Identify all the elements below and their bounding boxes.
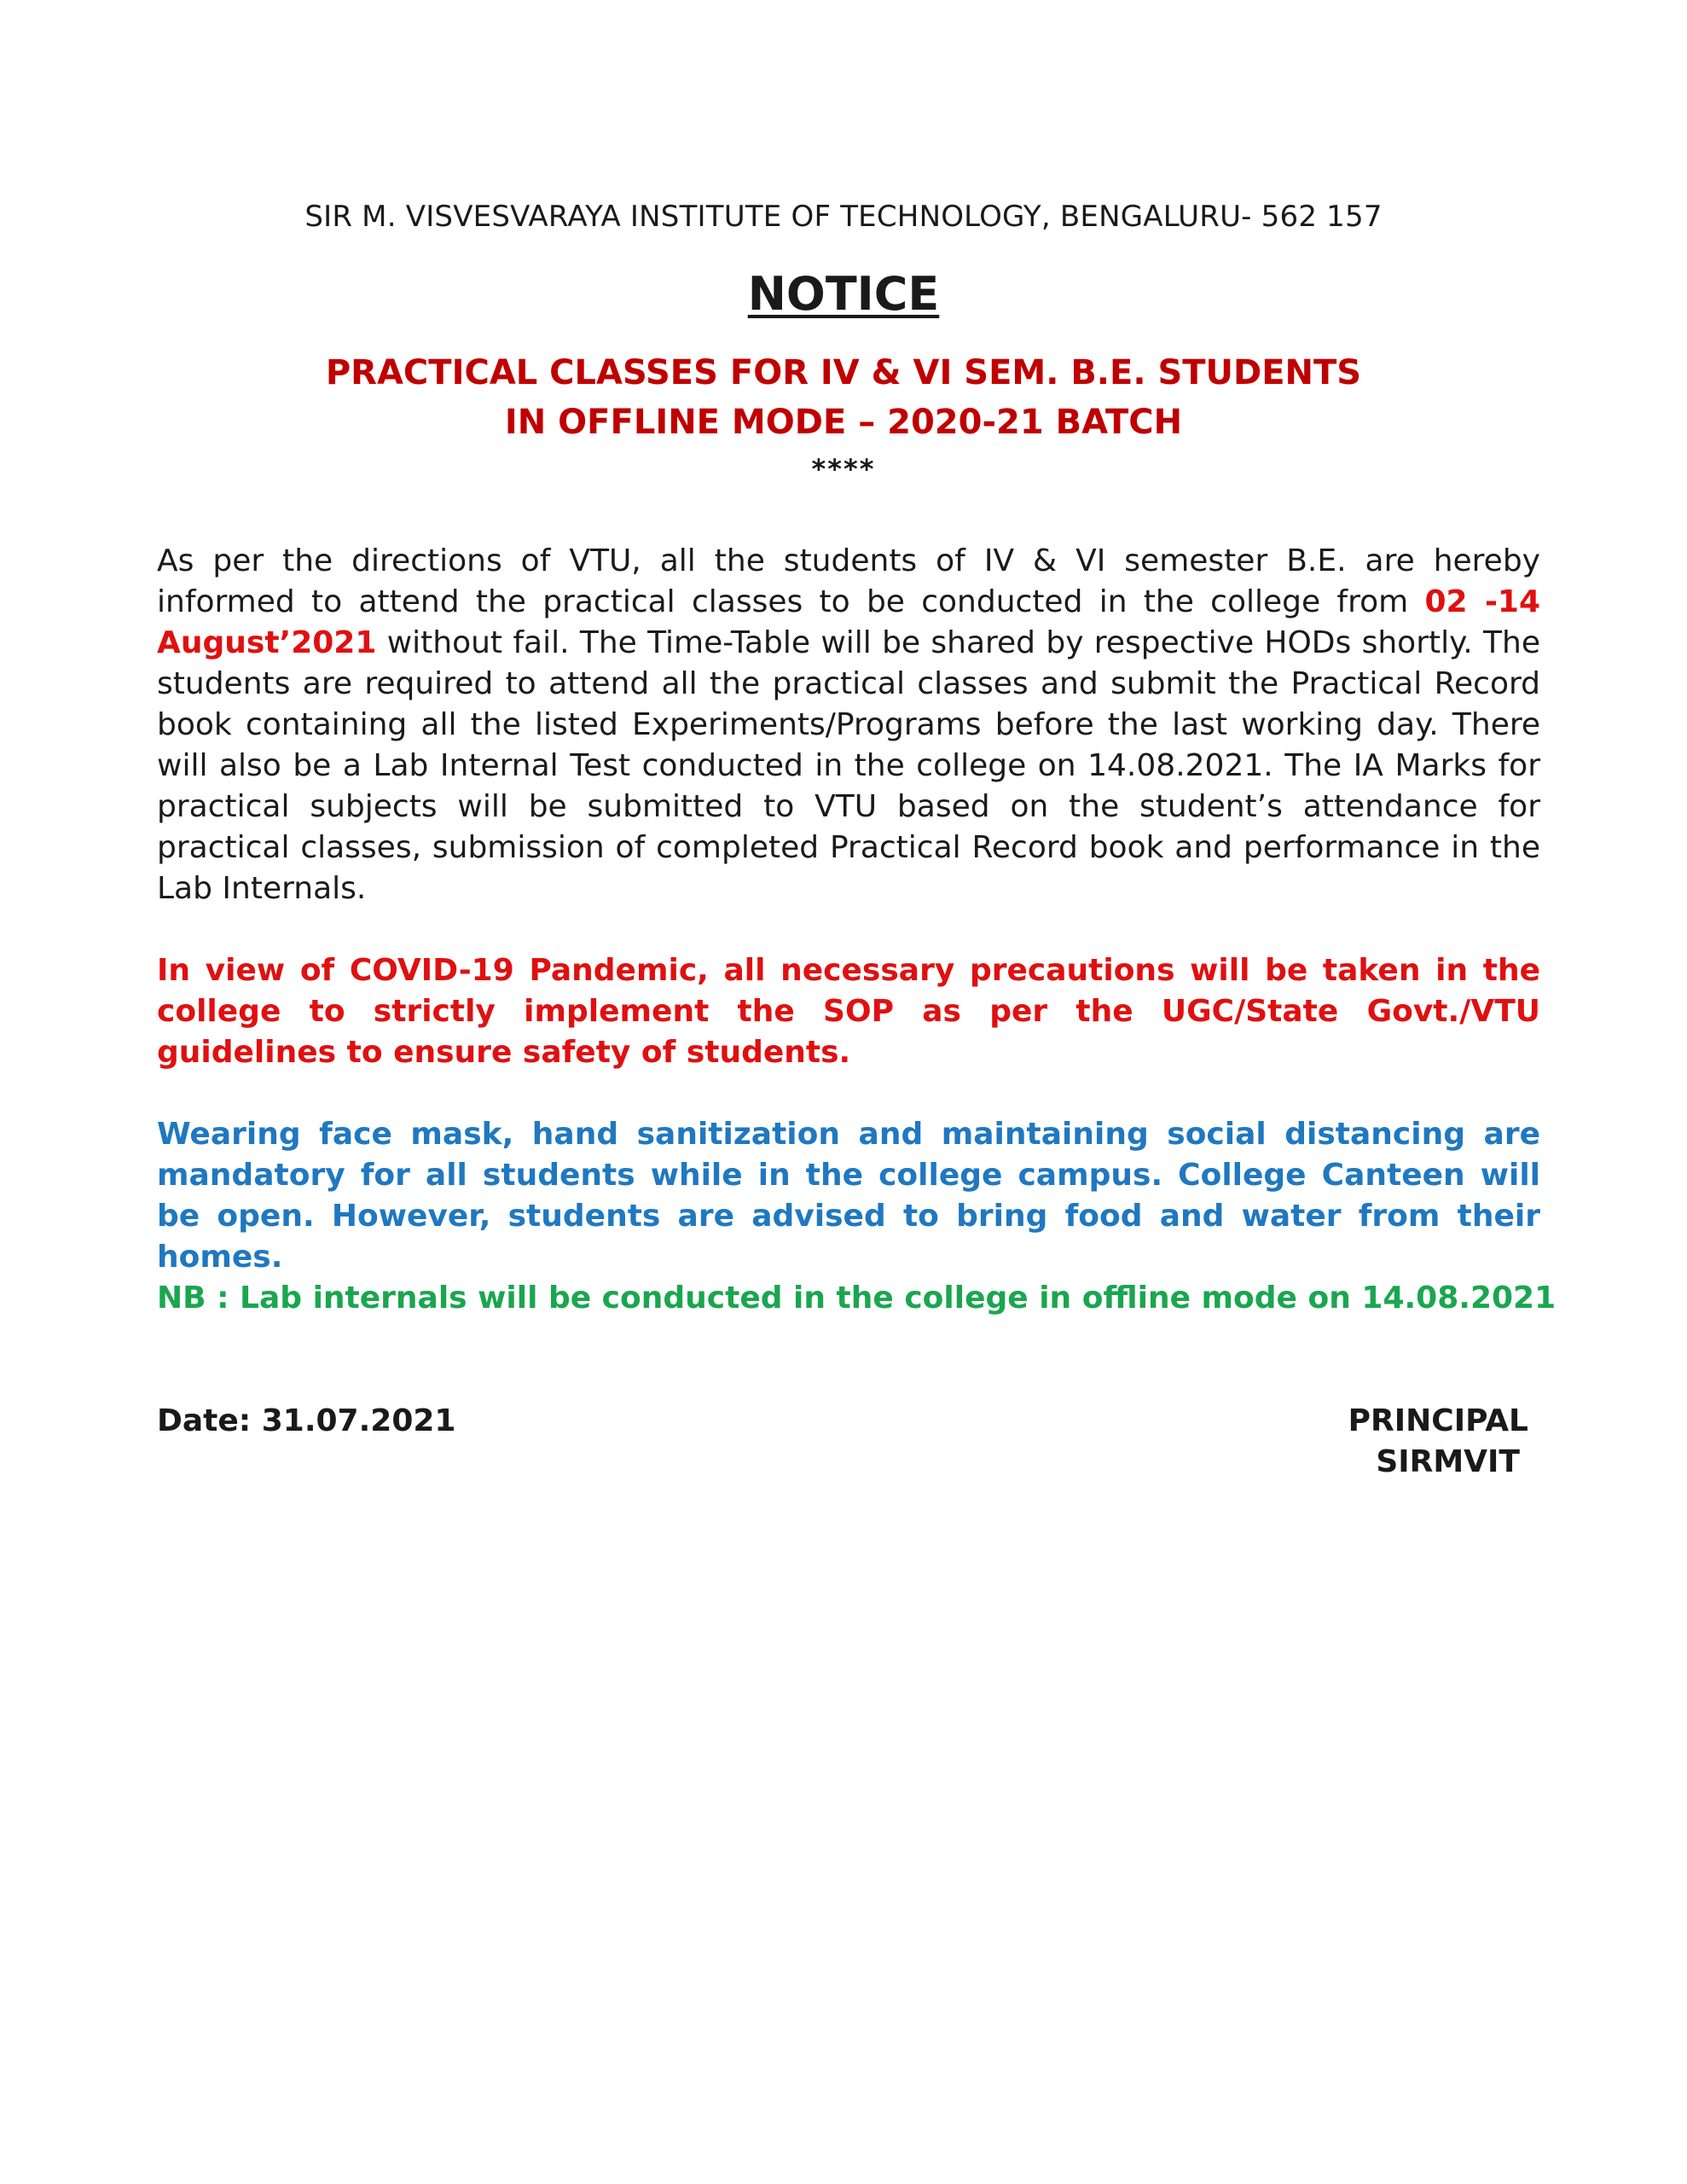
signatory-org: SIRMVIT bbox=[1376, 1444, 1520, 1479]
signature-block bbox=[1348, 1401, 1528, 1483]
notice-subject bbox=[0, 348, 1687, 447]
signatory-title: PRINCIPAL bbox=[1348, 1403, 1528, 1438]
subject-line-1: PRACTICAL CLASSES FOR IV & VI SEM. B.E. STUDENTS bbox=[325, 353, 1362, 392]
separator-stars: **** bbox=[811, 453, 876, 485]
institute-name: SIR M. VISVESVARAYA INSTITUTE OF TECHNOLOGY, BENGALURU- 562 157 bbox=[304, 200, 1383, 234]
covid-notice: In view of COVID-19 Pandemic, all necessary precautions will be taken in the college to strictly implement the SOP as per the UGC/State Govt./VTU guidelines to ensure safety of students. bbox=[157, 953, 1540, 1070]
main-paragraph bbox=[157, 541, 1540, 909]
safety-notice: Wearing face mask, hand sanitization and maintaining social distancing are mandatory for all students while in the college campus. College Canteen will be open. However, students are advised to bring food and water from their homes. bbox=[157, 1117, 1540, 1275]
notice-date: Date: 31.07.2021 bbox=[157, 1403, 456, 1438]
main-paragraph-rest: without fail. The Time-Table will be shared by respective HODs shortly. The students are required to attend all the practical classes and submit the Practical Record book containing all the listed Experiments/Programs before the last working day. There will also be a Lab Internal Test conducted in the college on 14.08.2021. The IA Marks for practical subjects will be submitted to VTU based on the student’s attendance for practical classes, submission of completed Practical Record book and performance in the Lab Internals. bbox=[157, 625, 1540, 906]
practical-dates: 02 -14 August’2021 bbox=[157, 584, 1541, 660]
nb-notice: NB : Lab internals will be conducted in the college in offline mode on 14.08.2021 bbox=[157, 1281, 1557, 1316]
notice-title: NOTICE bbox=[747, 267, 940, 321]
main-paragraph-intro: As per the directions of VTU, all the students of IV & VI semester B.E. are hereby informed to attend the practical classes to be conducted in the college from bbox=[157, 543, 1540, 619]
subject-line-2: IN OFFLINE MODE – 2020-21 BATCH bbox=[504, 403, 1183, 442]
